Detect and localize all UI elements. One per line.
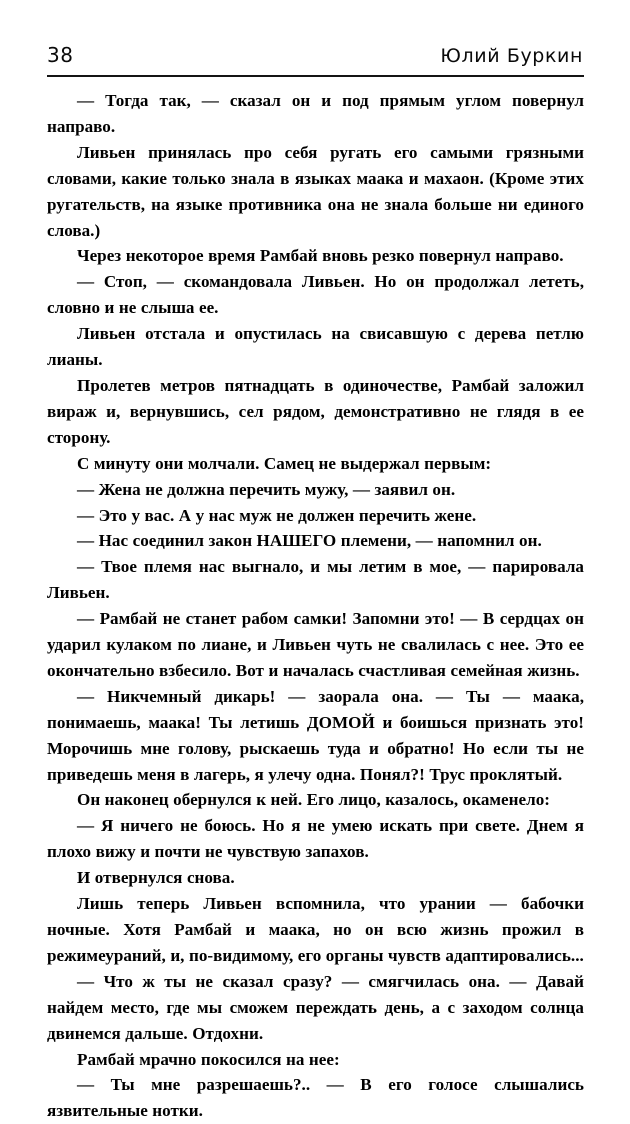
header-rule <box>47 75 584 77</box>
paragraph: — Нас соединил закон НАШЕГО племени, — напомнил он. <box>77 531 542 551</box>
paragraph: И отвернулся снова. <box>77 868 235 888</box>
paragraph: — Что ж ты не сказал сразу? — смягчилась она. — Давай найдем место, где мы сможем переждать день, а с заходом солнца двинемся дальше. Отдохни. <box>47 971 584 1043</box>
paragraph: — Твое племя нас выгнало, и мы летим в мое, — парировала Ливьен. <box>47 557 584 603</box>
paragraph: Пролетев метров пятнадцать в одиночестве, Рамбай заложил вираж и, вернувшись, сел рядом, демонстративно не глядя в ее сторону. <box>47 375 584 447</box>
paragraph: — Я ничего не боюсь. Но я не умею искать при свете. Днем я плохо вижу и почти не чувствую запахов. <box>47 816 584 862</box>
paragraph: С минуту они молчали. Самец не выдержал первым: <box>77 453 492 473</box>
paragraph: — Стоп, — скомандовала Ливьен. Но он продолжал лететь, словно и не слыша ее. <box>47 272 584 318</box>
paragraph: Рамбай мрачно покосился на нее: <box>77 1049 340 1069</box>
paragraph: Через некоторое время Рамбай вновь резко повернул направо. <box>77 246 564 266</box>
paragraph: — Никчемный дикарь! — заорала она. — Ты — маака, понимаешь, маака! Ты летишь ДОМОЙ и боишься признать это! Морочишь мне голову, рыскаешь туда и обратно! Но если ты не приведешь меня в лагерь, я улечу одна. Понял?! Трус проклятый. <box>47 686 584 784</box>
paragraph: Ливьен отстала и опустилась на свисавшую с дерева петлю лианы. <box>47 324 584 370</box>
paragraph: Он наконец обернулся к ней. Его лицо, казалось, окаменело: <box>77 790 551 810</box>
paragraph: — Жена не должна перечить мужу, — заявил он. <box>77 479 456 499</box>
body-text <box>47 88 584 1124</box>
paragraph: — Это у вас. А у нас муж не должен перечить жене. <box>77 505 477 525</box>
page-number: 38 <box>47 43 74 67</box>
paragraph: — Рамбай не станет рабом самки! Запомни это! — В сердцах он ударил кулаком по лиане, и Ливьен чуть не свалилась с нее. Это ее окончательно взбесило. Вот и началась счастливая семейная жизнь. <box>47 609 584 680</box>
running-head <box>47 44 583 67</box>
paragraph: — Ты мне разрешаешь?.. — В его голосе слышались язвительные нотки. <box>47 1075 584 1121</box>
paragraph: Ливьен принялась про себя ругать его самыми грязными словами, какие только знала в языках маака и махаон. (Кроме этих ругательств, на языке противника она не знала больше ни единого слова.) <box>47 142 584 240</box>
paragraph: Лишь теперь Ливьен вспомнила, что урании — бабочки ночные. Хотя Рамбай и маака, но он всю жизнь прожил в режимеураний, и, по-видимому, его органы чувств адаптировались... <box>47 894 584 965</box>
author-name: Юлий Буркин <box>440 45 583 67</box>
paragraph: — Тогда так, — сказал он и под прямым углом повернул направо. <box>47 91 584 136</box>
